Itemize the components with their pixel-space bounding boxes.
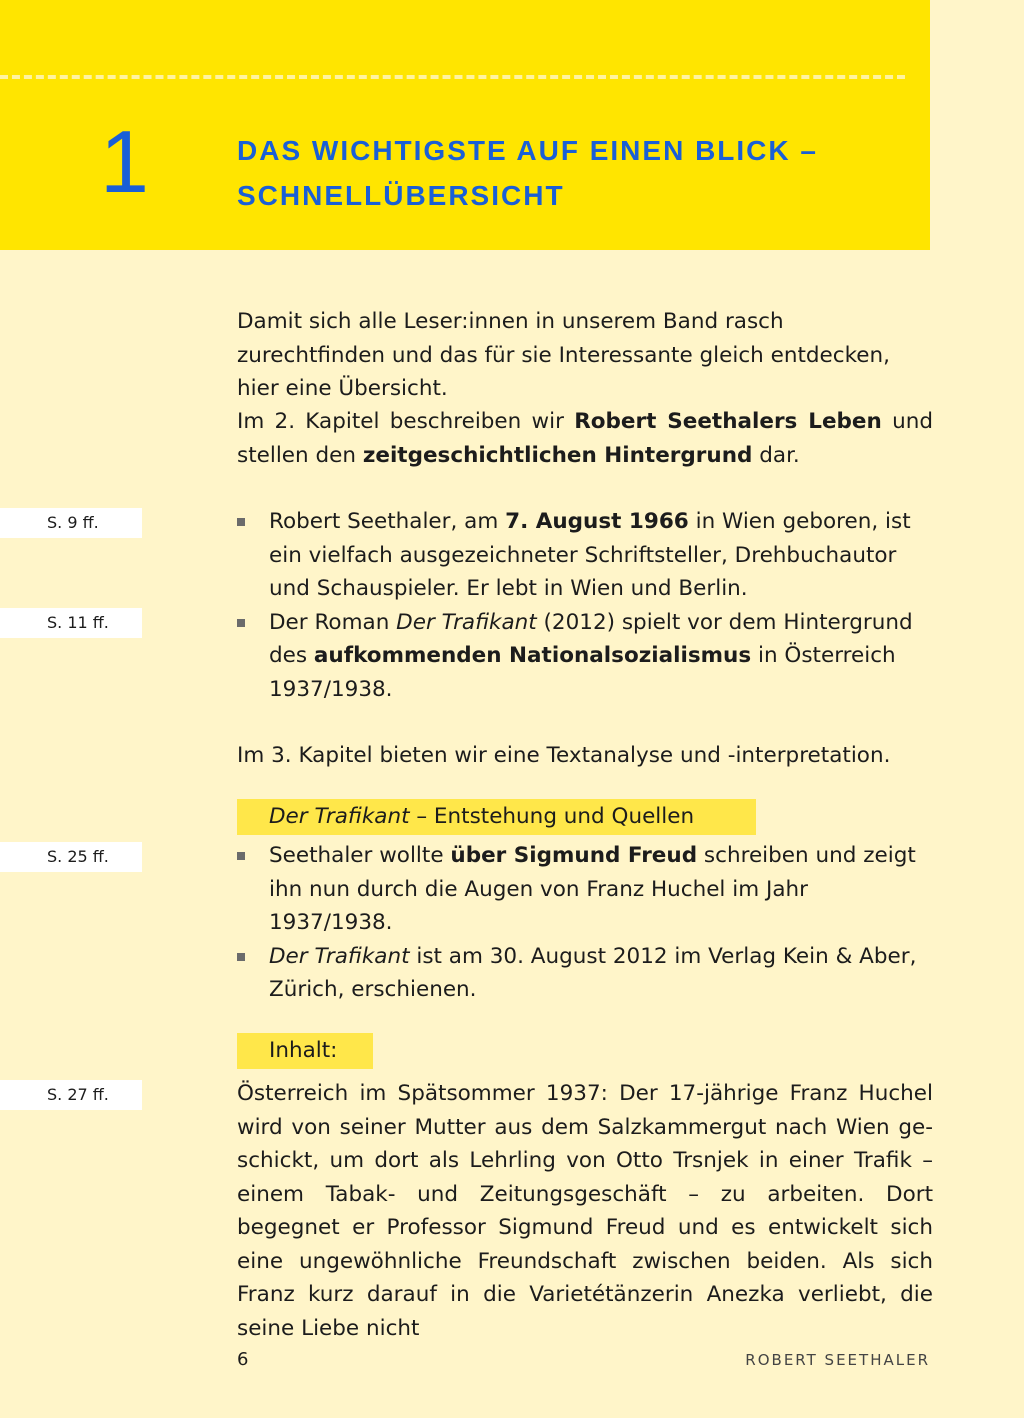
content-paragraph: Österreich im Spätsommer 1937: Der 17-jährige Franz Huchel wird von seiner Mutter aus dem Salzkammergut nach Wien geschickt, um dort als Lehrling von Otto Trsnjek in einer Trafik – einem Tabak- und Zeitungsgeschäft – zu arbeiten. Dort begegnet er Professor Sigmund Freud und es entwickelt sich eine ungewöhnliche Freundschaft zwischen beiden. Als sich Franz kurz darauf in die Varietétänzerin Anezka verliebt, die seine Liebe nicht: [237, 1081, 933, 1341]
margin-ref: S. 11 ff.: [0, 608, 142, 638]
chapter-number: 1: [100, 112, 149, 211]
page-number: 6: [237, 1349, 249, 1370]
list-item: Der Trafikant ist am 30. August 2012 im Verlag Kein & Aber, Zürich, erschienen.: [237, 940, 937, 1007]
list-item: Der Roman Der Trafikant (2012) spielt vor dem Hintergrund des aufkommenden Nationalsozialismus in Österreich 1937/1938.: [237, 606, 937, 707]
bullet-list: [237, 505, 937, 706]
list-item: Robert Seethaler, am 7. August 1966 in Wien geboren, ist ein vielfach ausgezeichneter Schriftsteller, Drehbuchautor und Schauspieler. Er lebt in Wien und Berlin.: [237, 505, 937, 606]
bullet-list: [237, 839, 937, 1007]
running-title: ROBERT SEETHALER: [745, 1351, 930, 1369]
section-heading: Der Trafikant – Entstehung und Quellen: [237, 799, 756, 835]
chapter2-paragraph: Im 2. Kapitel beschreiben wir Robert Seethalers Leben und stellen den zeitgeschichtlichen Hintergrund dar.: [237, 409, 933, 468]
dashed-divider: [0, 75, 905, 79]
chapter-title: DAS WICHTIGSTE AUF EINEN BLICK – SCHNELLÜBERSICHT: [237, 135, 818, 211]
section-heading: Inhalt:: [237, 1033, 373, 1069]
margin-ref: S. 27 ff.: [0, 1080, 142, 1110]
margin-ref: S. 9 ff.: [0, 508, 142, 538]
list-item: Seethaler wollte über Sigmund Freud schreiben und zeigt ihn nun durch die Augen von Franz Huchel im Jahr 1937/1938.: [237, 839, 937, 940]
intro-paragraph: Damit sich alle Leser:innen in unserem Band rasch zurechtfinden und das für sie Interessante gleich entdecken, hier eine Übersicht.: [237, 309, 890, 401]
chapter-header: [0, 0, 930, 250]
chapter3-paragraph: Im 3. Kapitel bieten wir eine Textanalyse und -interpretation.: [237, 743, 891, 768]
margin-ref: S. 25 ff.: [0, 842, 142, 872]
